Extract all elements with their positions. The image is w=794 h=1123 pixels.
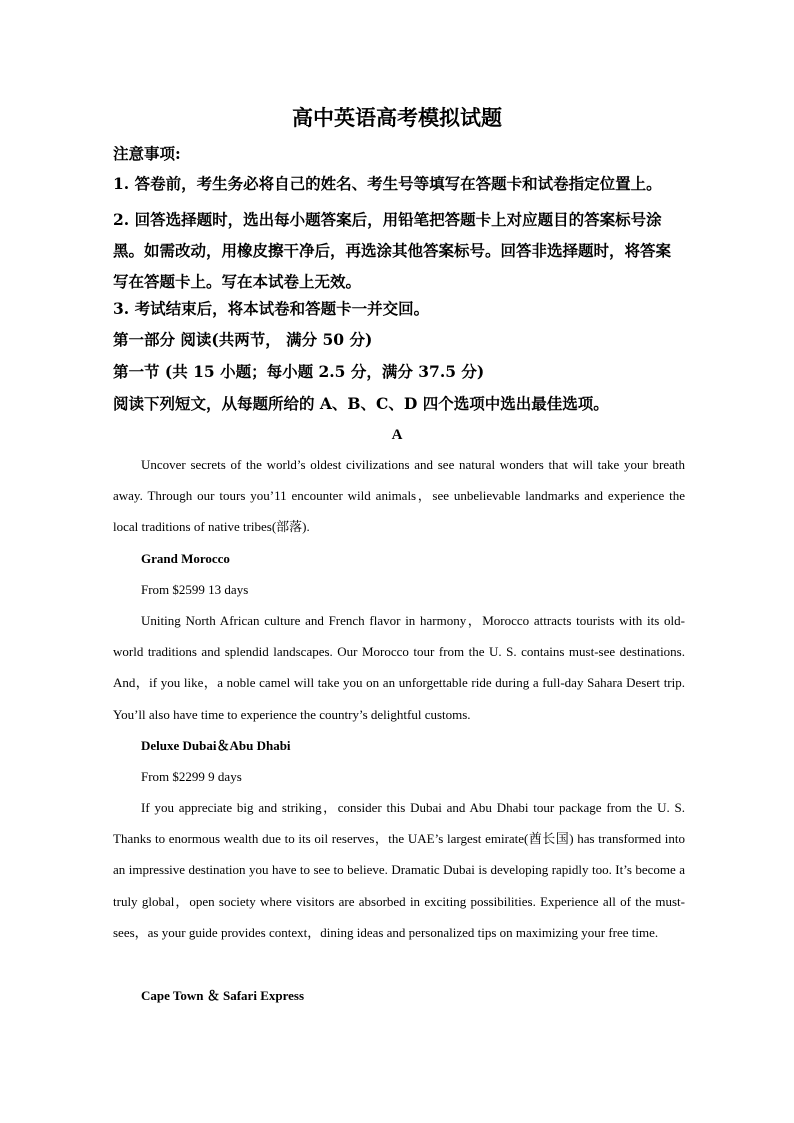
tour-description-morocco: Uniting North African culture and French flavor in harmony，Morocco attracts tourists with its old-world traditions and splendid landscapes. Our Morocco tour from the U. S. contains must-see destinations. And，if you like，a noble camel will take you on an unforgettable ride during a full-day Sahara Desert trip. You’ll also have time to experience the country’s delightful customs. — [113, 613, 685, 722]
tour-description-dubai: If you appreciate big and striking，consider this Dubai and Abu Dhabi tour package from the U. S. Thanks to enormous wealth due to its oil reserves，the UAE’s largest emirate(酋长国) has transformed into an impressive destination you have to see to believe. Dramatic Dubai is developing rapidly too. It’s become a truly global，open society where visitors are absorbed in exciting possibilities. Experience all of the must-sees，as your guide provides context，dining ideas and personalized tips on maximizing your free time. — [113, 800, 685, 940]
tour-name-dubai: Deluxe Dubai＆Abu Dhabi — [141, 738, 291, 753]
tour-name-morocco: Grand Morocco — [141, 551, 230, 566]
notice-item-1: 1. 答卷前，考生务必将自己的姓名、考生号等填写在答题卡和试卷指定位置上。 — [113, 174, 662, 193]
notice-heading: 注意事项: — [113, 144, 181, 163]
notice-item-3: 3. 考试结束后，将本试卷和答题卡一并交回。 — [113, 299, 430, 318]
passage-intro: Uncover secrets of the world’s oldest civilizations and see natural wonders that will take your breath away. Through our tours you’11 encounter wild animals，see unbelievable landmarks and experience the local traditions of native tribes(部落). — [113, 457, 685, 535]
exam-title: 高中英语高考模拟试题 — [292, 105, 502, 130]
part-title: 第一部分 阅读(共两节， 满分 50 分) — [113, 330, 373, 349]
notice-item-2: 2. 回答选择题时，选出每小题答案后，用铅笔把答题卡上对应题目的答案标号涂黑。如需改动，用橡皮擦干净后，再选涂其他答案标号。回答非选择题时，将答案写在答题卡上。写在本试卷上无效。 — [113, 210, 672, 291]
tour-name-cape-town: Cape Town ＆ Safari Express — [141, 988, 305, 1003]
passage-letter: A — [391, 427, 403, 443]
tour-price-dubai: From $2299 9 days — [141, 769, 242, 784]
section-title: 第一节 (共 15 小题；每小题 2.5 分，满分 37.5 分) — [113, 362, 485, 381]
reading-instruction: 阅读下列短文，从每题所给的 A、B、C、D 四个选项中选出最佳选项。 — [113, 394, 609, 413]
tour-price-morocco: From $2599 13 days — [141, 582, 249, 597]
